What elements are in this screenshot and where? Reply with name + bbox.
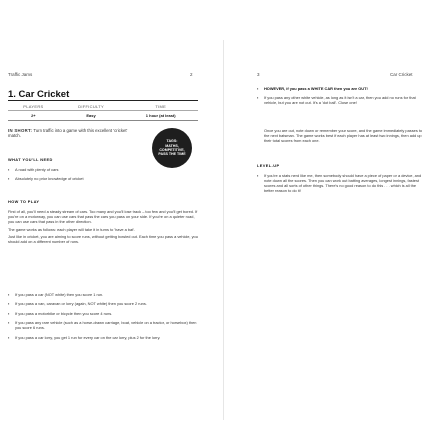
badge-line: TAGS: [166, 139, 178, 144]
what-you-need-heading: WHAT YOU'LL NEED [8, 157, 53, 162]
rules-list [257, 86, 427, 110]
running-head-left: Traffic Jams [8, 72, 33, 77]
value-difficulty: Easy [59, 111, 124, 121]
value-time: 1 hour (at least) [123, 111, 198, 121]
page-number-right: 3 [257, 72, 260, 77]
how-to-play-text [8, 209, 198, 247]
scoring-list [8, 292, 198, 344]
badge-line: MATHS, [165, 143, 179, 148]
list-item: ▪ If you pass a car lorry, you get 1 run for every car on the car lorry, plus 2 for the lorry. [8, 335, 198, 340]
level-up-list [257, 173, 427, 197]
header-players: PLAYERS [8, 103, 59, 111]
tags-badge [152, 128, 192, 168]
game-info-table [8, 103, 198, 121]
value-players: 2+ [8, 111, 59, 121]
list-item: ▪ If you pass a van, caravan or lorry (again, NOT white) then you score 2 runs. [8, 301, 198, 306]
page-number-left: 2 [190, 72, 193, 77]
list-item: ▪ If you pass a car (NOT white) then you score 1 run. [8, 292, 198, 297]
paragraph: First of all, you'll need a steady stream of cars. Too many and you'll lose track – too few and you'll get bored. If you're on a motorway, you can use cars that pass the cars you pass on your side. If you're on a quieter road, you can use cars that pass in the other direction. [8, 209, 198, 225]
right-page [224, 0, 448, 448]
in-short-text: Turn traffic into a game with this excellent 'cricket' match. [8, 128, 128, 139]
list-item: ▪ HOWEVER, if you pass a WHITE CAR then you are OUT! [257, 86, 427, 91]
game-title: 1. Car Cricket [8, 89, 70, 100]
header-difficulty: DIFFICULTY [59, 103, 124, 111]
badge-line: COMPETITIVE, [159, 148, 185, 152]
list-item: ▪ If you're a stats nerd like me, then somebody should have a piece of paper or a device, and note down all the scores. Then you can work out batting averages, longest innings, fastest scores and all sorts of other things. There's no good reason to do this . . . which is all the better reason to do it! [257, 173, 427, 193]
list-item: ▪ If you pass a motorbike or bicycle then you score 4 runs. [8, 311, 198, 316]
in-short [8, 128, 138, 139]
title-rule [8, 100, 198, 101]
after-out-paragraph: Once you are out, note down or remember your score, and the game immediately passes to the next batsman. The game works best if each player has at least two innings, then add up their total scores from each one. [264, 128, 423, 144]
list-item: ▪ If you pass any other white vehicle, as long as it isn't a car, then you add no runs for that vehicle, but you are not out. It's a 'dot ball'. Close one! [257, 95, 427, 105]
how-to-play-heading: HOW TO PLAY [8, 199, 40, 204]
header-time: TIME [123, 103, 198, 111]
level-up-heading: LEVEL-UP [257, 163, 280, 168]
paragraph: Just like in cricket, you are aiming to score runs, without getting bowled out. Each time you pass a vehicle, you should add on a different number of runs. [8, 234, 198, 245]
list-item: ▪ Absolutely no prior knowledge of cricket [8, 176, 148, 181]
running-head-right: Car Cricket [390, 72, 413, 77]
paragraph: The game works as follows: each player will take it in turns to 'have a bat'. [8, 226, 136, 232]
what-you-need-list [8, 167, 148, 186]
in-short-label: IN SHORT: [8, 128, 33, 133]
list-item: ▪ A road with plenty of cars [8, 167, 148, 172]
list-item: ▪ If you pass any rare vehicle (such as a horse-drawn carriage, boat, vehicle on a tractor, or horsebox) then you score 6 runs. [8, 320, 198, 330]
badge-line: PASS THE TIME [158, 152, 186, 157]
